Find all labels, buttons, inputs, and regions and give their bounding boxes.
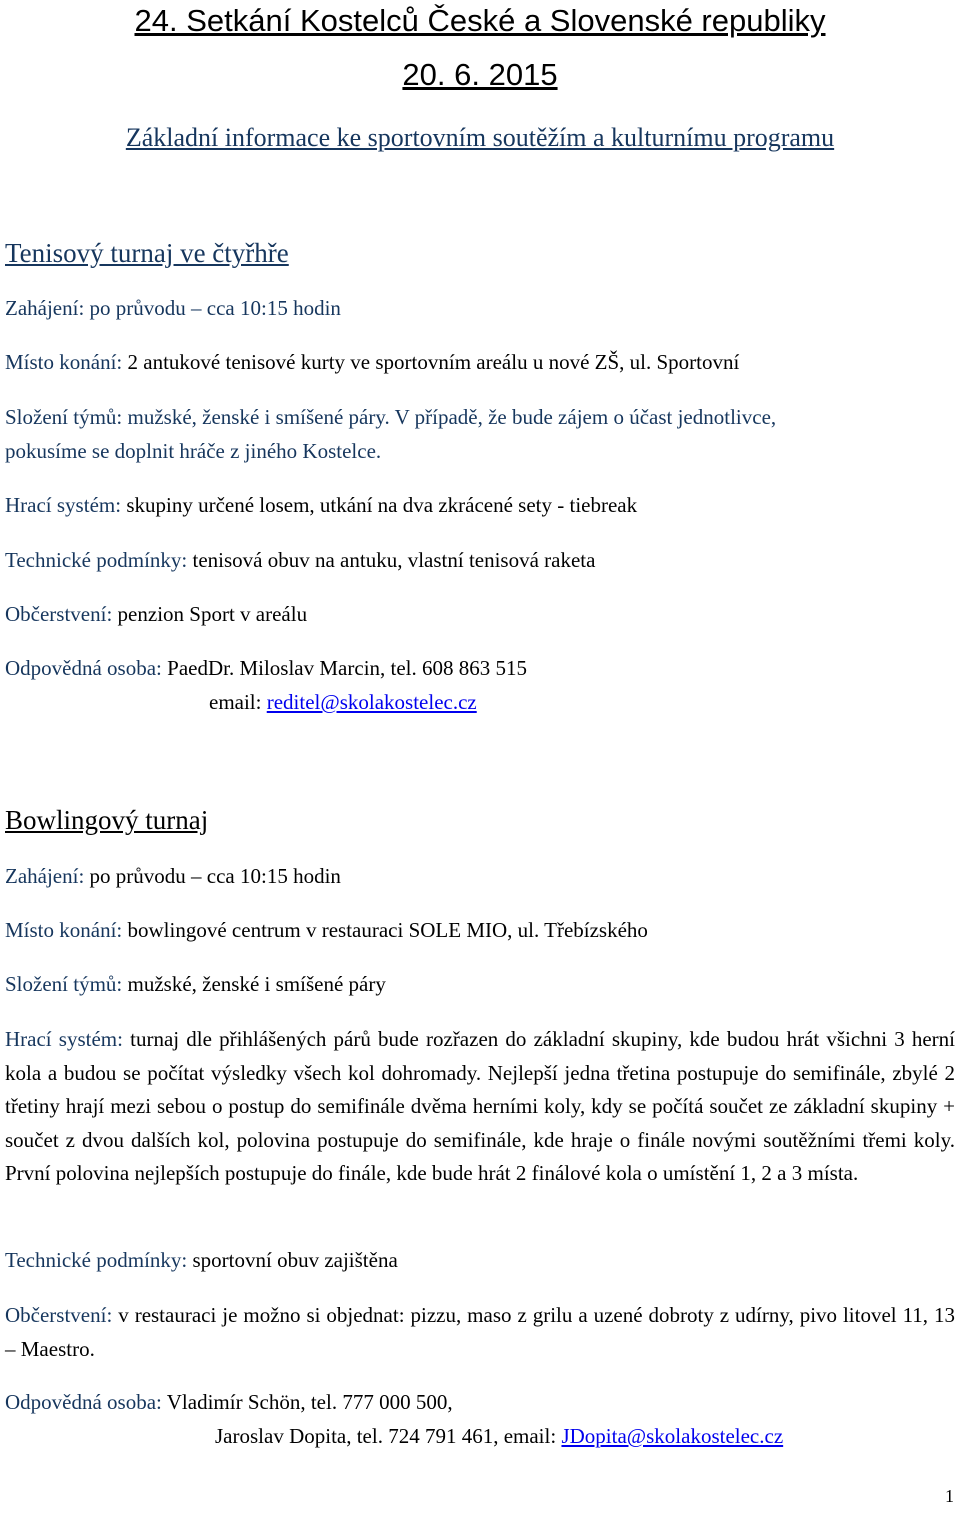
tennis-teams-value: mužské, ženské i smíšené páry. V případě, že bude zájem o účast jednotlivce, <box>127 405 777 429</box>
tennis-start <box>5 296 341 321</box>
subtitle: Základní informace ke sportovním soutěžím a kulturnímu programu <box>125 123 835 152</box>
tennis-email-label: email: <box>209 690 262 714</box>
tennis-start-label: Zahájení: <box>5 296 85 320</box>
title-line-2: 20. 6. 2015 <box>402 57 558 92</box>
bowling-teams-value: mužské, ženské i smíšené páry <box>127 972 386 996</box>
tennis-email-link[interactable]: reditel@skolakostelec.cz <box>266 690 477 714</box>
bowling-place <box>5 918 648 943</box>
bowling-contact-value-2: Jaroslav Dopita, tel. 724 791 461, email: <box>215 1424 557 1448</box>
tennis-food-value: penzion Sport v areálu <box>117 602 308 626</box>
bowling-place-value: bowlingové centrum v restauraci SOLE MIO, ul. Třebízského <box>127 918 648 942</box>
tennis-tech-label: Technické podmínky: <box>5 548 188 572</box>
bowling-system-value: turnaj dle přihlášených párů bude rozřazen do základní skupiny, kde budou hrát všichni 3 herní kola a budou se počítat výsledky všech kol dohromady. Nejlepší jedna třetina postupuje do semifinále, zbylé 2 třetiny hrají mezi sebou o postup do semifinále dvěma herními koly, kdy se počítá součet ze základní skupiny + součet z dvou dalších kol, polovina postupuje do semifinále, kde hraje o finále novými soutěžními třemi koly. První polovina nejlepších postupuje do finále, kde bude hrát 2 finálové kola o umístění 1, 2 a 3 místa. <box>5 1027 955 1185</box>
tennis-contact-value: PaedDr. Miloslav Marcin, tel. 608 863 515 <box>167 656 528 680</box>
tennis-system-value: skupiny určené losem, utkání na dva zkrácené sety - tiebreak <box>126 493 638 517</box>
tennis-system-label: Hrací systém: <box>5 493 122 517</box>
bowling-food-value: v restauraci je možno si objednat: pizzu, maso z grilu a uzené dobroty z udírny, pivo litovel 11, 13 – Maestro. <box>5 1303 955 1361</box>
tennis-food <box>5 602 307 627</box>
page-number: 1 <box>945 1486 954 1506</box>
tennis-email-line <box>209 690 477 715</box>
bowling-contact-line-2 <box>215 1424 783 1449</box>
bowling-start <box>5 864 341 889</box>
tennis-tech-value: tenisová obuv na antuku, vlastní tenisová raketa <box>192 548 596 572</box>
bowling-teams-label: Složení týmů: <box>5 972 123 996</box>
bowling-system-label: Hrací systém: <box>5 1027 123 1051</box>
tennis-teams-continued: pokusíme se doplnit hráče z jiného Kostelce. <box>5 439 382 463</box>
tennis-system <box>5 493 637 518</box>
bowling-contact <box>5 1390 453 1415</box>
tennis-contact <box>5 656 527 681</box>
bowling-heading: Bowlingový turnaj <box>5 805 209 835</box>
bowling-food <box>5 1299 955 1366</box>
title-line-1: 24. Setkání Kostelců České a Slovenské republiky <box>134 3 826 38</box>
tennis-place-value: 2 antukové tenisové kurty ve sportovním areálu u nové ZŠ, ul. Sportovní <box>127 350 740 374</box>
bowling-email-link[interactable]: JDopita@skolakostelec.cz <box>561 1424 784 1448</box>
bowling-contact-value: Vladimír Schön, tel. 777 000 500, <box>166 1390 453 1414</box>
bowling-teams <box>5 972 386 997</box>
tennis-contact-label: Odpovědná osoba: <box>5 656 162 680</box>
bowling-place-label: Místo konání: <box>5 918 123 942</box>
tennis-place-label: Místo konání: <box>5 350 123 374</box>
tennis-tech <box>5 548 595 573</box>
tennis-place <box>5 350 739 375</box>
tennis-start-value: po průvodu – cca 10:15 hodin <box>89 296 341 320</box>
bowling-food-label: Občerstvení: <box>5 1303 113 1327</box>
bowling-tech-value: sportovní obuv zajištěna <box>192 1248 398 1272</box>
bowling-tech <box>5 1248 398 1273</box>
bowling-start-label: Zahájení: <box>5 864 85 888</box>
bowling-contact-label: Odpovědná osoba: <box>5 1390 162 1414</box>
tennis-teams-label: Složení týmů: <box>5 405 123 429</box>
tennis-teams <box>5 405 776 430</box>
tennis-food-label: Občerstvení: <box>5 602 113 626</box>
bowling-tech-label: Technické podmínky: <box>5 1248 188 1272</box>
bowling-system <box>5 1023 955 1191</box>
tennis-heading: Tenisový turnaj ve čtyřhře <box>5 238 289 268</box>
bowling-start-value: po průvodu – cca 10:15 hodin <box>89 864 341 888</box>
